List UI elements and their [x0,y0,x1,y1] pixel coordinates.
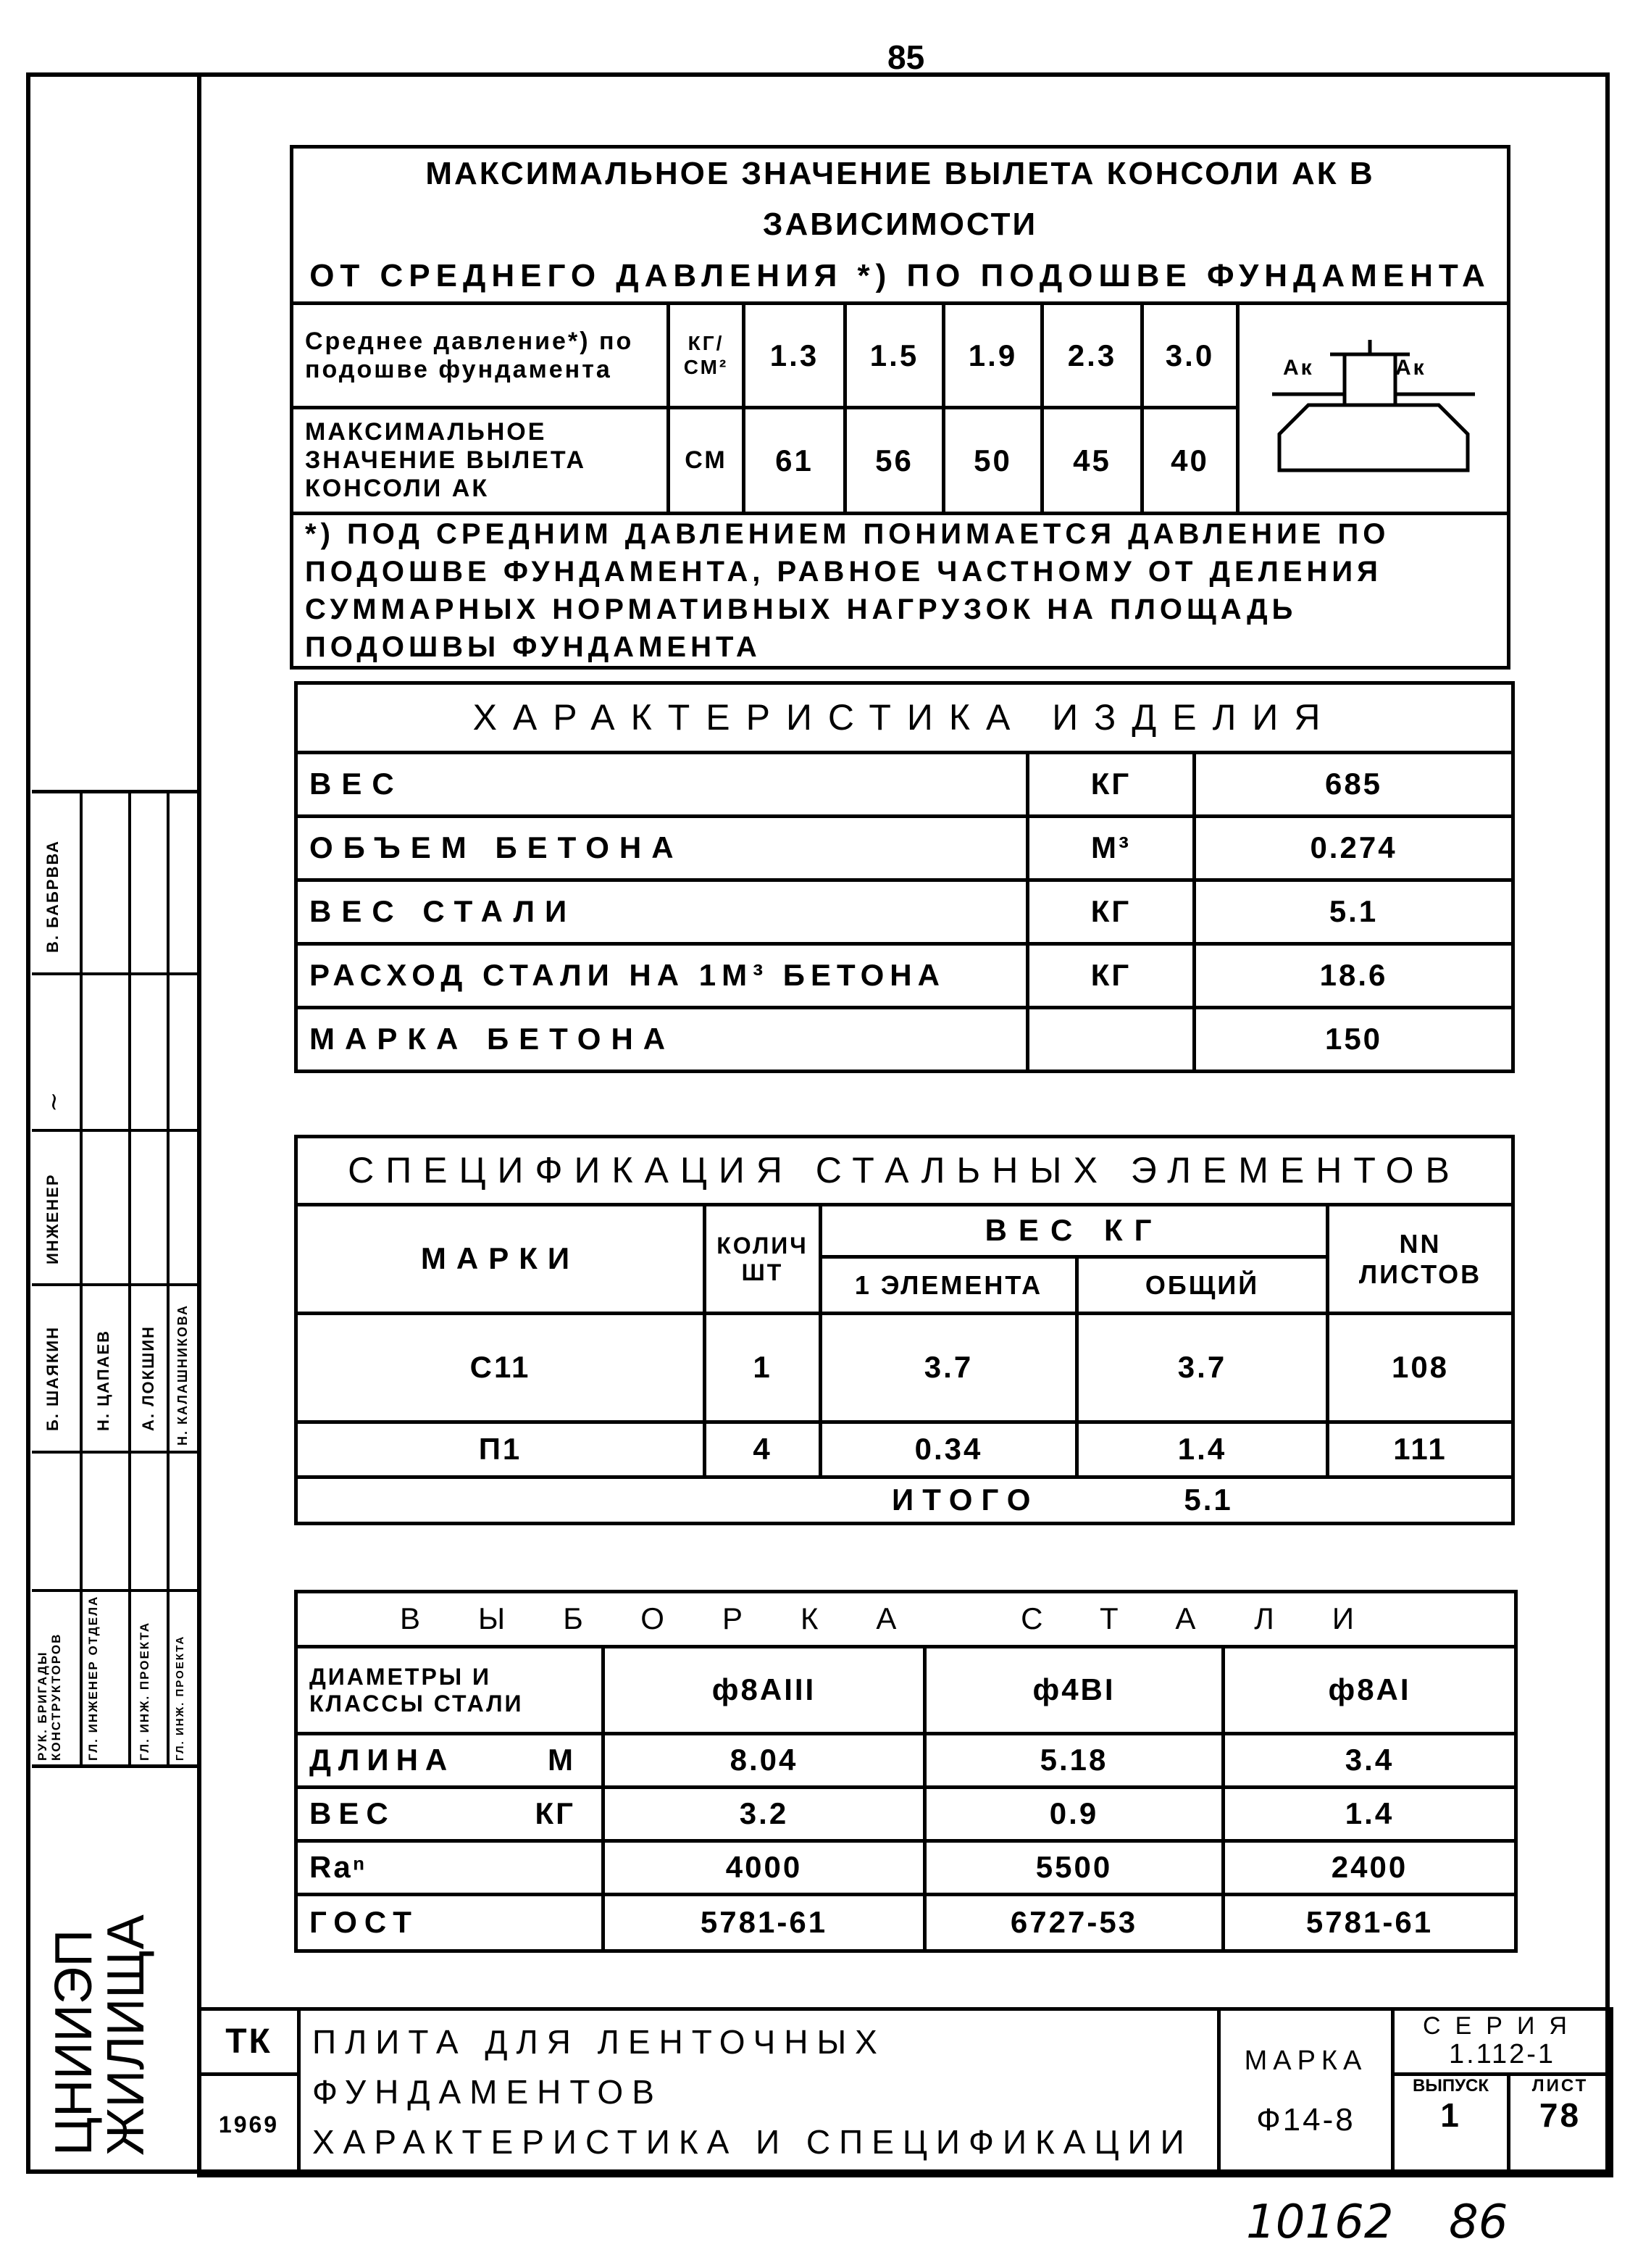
total-label: ИТОГО [892,1483,1040,1517]
col-divider [167,793,170,1768]
row-name-text: Rаⁿ [309,1850,367,1885]
unit: КГ/СМ² [669,304,744,408]
value-cell: 1.5 [845,304,944,408]
row-unit: М³ [1028,817,1195,880]
role: ГЛ. ИНЖЕНЕР ОТДЕЛА [86,1595,100,1761]
unit: СМ [669,408,744,514]
row-unit: КГ [1028,944,1195,1008]
row-value: 150 [1195,1008,1513,1072]
org-code: ТК [199,2009,299,2075]
table-row [296,817,1513,880]
row-value: 685 [1195,753,1513,817]
archive-page: 86 [1449,2196,1508,2249]
value-cell: 4000 [603,1841,925,1895]
value-cell: 0.9 [925,1788,1224,1841]
column-header: ф8АIII [603,1647,925,1734]
value-cell: 3.0 [1142,304,1238,408]
person-name: Н. КАЛАШНИКОВА [175,1304,190,1446]
weight-total: 1.4 [1077,1422,1328,1477]
col-divider [80,793,83,1768]
header-weight: ВЕС КГ [821,1205,1328,1257]
value-cell: 6727-53 [925,1895,1224,1951]
title-line: ПЛИТА ДЛЯ ЛЕНТОЧНЫХ ФУНДАМЕНТОВ [312,2023,886,2111]
header-marks: МАРКИ [296,1205,705,1314]
row-value: 0.274 [1195,817,1513,880]
footnote: *) ПОД СРЕДНИМ ДАВЛЕНИЕМ ПОНИМАЕТСЯ ДАВЛЕНИЕ ПО ПОДОШВЕ ФУНДАМЕНТА, РАВНОЕ ЧАСТНОМУ ОТ ДЕЛЕНИЯ СУММАРНЫХ НОРМАТИВНЫХ НАГРУЗОК НА ПЛОЩАДЬ ПОДОШВЫ ФУНДАМЕНТА [292,514,1509,668]
row-unit [1028,1008,1195,1072]
ak-label-left: Ак [1283,356,1314,380]
row-unit: КГ [1028,753,1195,817]
row-divider [32,1589,200,1592]
institute-logo: ЦНИИЭП ЖИЛИЩА [45,1914,155,2156]
sheet: 111 [1328,1422,1513,1477]
steel-table [294,1590,1518,1953]
value-cell: 50 [944,408,1042,514]
role: ГЛ. ИНЖ. ПРОЕКТА [174,1635,186,1761]
row-label: МАКСИМАЛЬНОЕ ЗНАЧЕНИЕ ВЫЛЕТА КОНСОЛИ АК [292,408,669,514]
weight-total: 3.7 [1077,1314,1328,1422]
value-cell: 5500 [925,1841,1224,1895]
row-name [296,1895,603,1951]
row-name: МАРКА БЕТОНА [296,1008,1028,1072]
title-line: ОТ СРЕДНЕГО ДАВЛЕНИЯ *) ПО ПОДОШВЕ ФУНДАМЕНТА [309,257,1491,293]
table-row [296,1895,1516,1951]
table-row [296,1422,1513,1477]
row-value: 18.6 [1195,944,1513,1008]
role: РУК. БРИГАДЫ КОНСТРУКТОРОВ [35,1633,63,1761]
year: 1969 [199,2075,299,2176]
value-cell: 5781-61 [1224,1895,1516,1951]
row-name [296,1841,603,1895]
column-header: ф4ВI [925,1647,1224,1734]
row-name-text: ДЛИНА [309,1743,455,1777]
table-row [296,880,1513,944]
characteristics-table [294,681,1515,1073]
row-name [296,1734,603,1788]
row-unit: КГ [535,1796,575,1831]
value-cell: 3.2 [603,1788,925,1841]
qty: 1 [705,1314,821,1422]
person-name: Н. ЦАПАЕВ [94,1329,112,1431]
sheet-cell [1509,2075,1612,2176]
value-cell: 5781-61 [603,1895,925,1951]
mark: С11 [296,1314,705,1422]
value-cell: 61 [744,408,845,514]
table-title: ХАРАКТЕРИСТИКА ИЗДЕЛИЯ [296,683,1513,753]
issue-cell [1393,2075,1509,2176]
value-cell: 56 [845,408,944,514]
row-divider [32,1283,200,1286]
marka-label: МАРКА [1244,2045,1368,2076]
ak-label-right: Ак [1395,356,1426,380]
table-row [296,753,1513,817]
value-cell: 45 [1042,408,1142,514]
value-cell: 1.9 [944,304,1042,408]
row-name: ВЕС [296,753,1028,817]
row-divider [32,972,200,975]
header-sheets: NN ЛИСТОВ [1328,1205,1513,1314]
page-number-top: 85 [887,38,925,76]
drawing-title [299,2009,1219,2176]
issue-value: 1 [1440,2096,1461,2134]
row-name-text: ВЕС [309,1796,396,1831]
weight-one: 0.34 [821,1422,1077,1477]
header-qty: КОЛИЧ ШТ [705,1205,821,1314]
table-title: ВЫБОРКА СТАЛИ [296,1592,1516,1647]
engineer-name: В. БАБРВВА [43,839,62,953]
title-block [197,2007,1613,2177]
side-stamp [32,790,200,1764]
value-cell: 2.3 [1042,304,1142,408]
series-label: СЕРИЯ [1423,2011,1581,2040]
sheet-label: ЛИСТ [1531,2076,1589,2096]
spec-table [294,1135,1515,1525]
row-name: ВЕС СТАЛИ [296,880,1028,944]
series-value: 1.112-1 [1448,2039,1556,2070]
issue-label: ВЫПУСК [1413,2076,1489,2096]
table-row [296,1841,1516,1895]
row-value: 5.1 [1195,880,1513,944]
row-name: ОБЪЕМ БЕТОНА [296,817,1028,880]
row-divider [32,1129,200,1132]
row-unit: М [548,1743,575,1777]
row-divider [32,1451,200,1454]
role: ГЛ. ИНЖ. ПРОЕКТА [138,1621,151,1761]
weight-one: 3.7 [821,1314,1077,1422]
value-cell: 2400 [1224,1841,1516,1895]
row-divider [32,1764,200,1768]
table-row [296,1734,1516,1788]
archive-number: 10162 [1246,2196,1394,2249]
row-unit: КГ [1028,880,1195,944]
series-cell [1393,2009,1612,2075]
table-row [296,1008,1513,1072]
table-row [296,944,1513,1008]
foundation-diagram [1238,304,1509,514]
value-cell: 3.4 [1224,1734,1516,1788]
row-name-text: ГОСТ [309,1905,419,1940]
header-label: ДИАМЕТРЫ И КЛАССЫ СТАЛИ [296,1647,603,1734]
row-name [296,1788,603,1841]
row-name: РАСХОД СТАЛИ НА 1М³ БЕТОНА [296,944,1028,1008]
foundation-section-icon [1265,325,1482,485]
header-weight-one: 1 ЭЛЕМЕНТА [821,1257,1077,1314]
person-name: Б. ШАЯКИН [43,1326,62,1431]
title-line: ХАРАКТЕРИСТИКА И СПЕЦИФИКАЦИИ [312,2123,1193,2161]
marka-cell [1219,2009,1393,2176]
pressure-table [290,145,1510,670]
value-cell: 1.4 [1224,1788,1516,1841]
mark: П1 [296,1422,705,1477]
qty: 4 [705,1422,821,1477]
table-row [296,1314,1513,1422]
sheet: 108 [1328,1314,1513,1422]
marka-value: Ф14-8 [1256,2101,1355,2138]
value-cell: 1.3 [744,304,845,408]
total-row [296,1477,1513,1524]
column-header: ф8АI [1224,1647,1516,1734]
total-value: 5.1 [1184,1483,1233,1517]
col-divider [128,793,131,1768]
table-row [296,1788,1516,1841]
engineer-role: ИНЖЕНЕР [43,1173,62,1264]
header-weight-total: ОБЩИЙ [1077,1257,1328,1314]
value-cell: 40 [1142,408,1238,514]
pressure-table-title [292,147,1509,304]
sheet-value: 78 [1539,2096,1581,2134]
signature: ​~ [39,1090,68,1112]
title-line: МАКСИМАЛЬНОЕ ЗНАЧЕНИЕ ВЫЛЕТА КОНСОЛИ АК В ЗАВИСИМОСТИ [425,156,1375,243]
value-cell: 8.04 [603,1734,925,1788]
row-label: Среднее давление*) по подошве фундамента [292,304,669,408]
person-name: А. ЛОКШИН [139,1325,157,1431]
table-title: СПЕЦИФИКАЦИЯ СТАЛЬНЫХ ЭЛЕМЕНТОВ [296,1137,1513,1205]
value-cell: 5.18 [925,1734,1224,1788]
